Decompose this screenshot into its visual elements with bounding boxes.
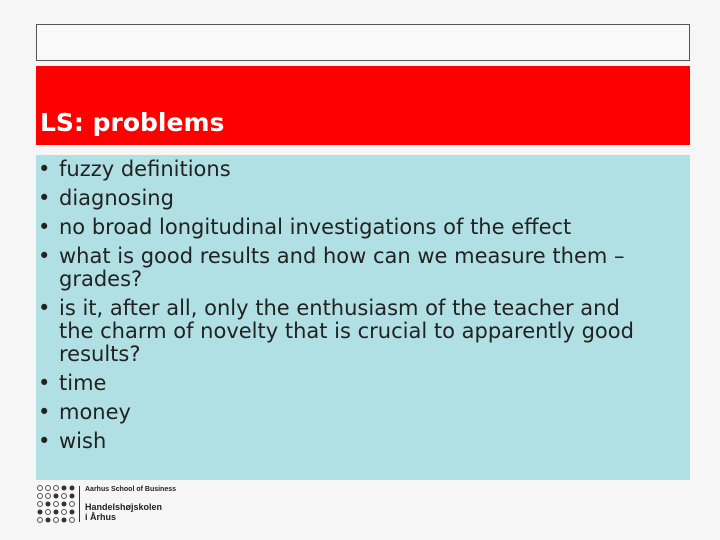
header-empty-box xyxy=(36,24,690,61)
bullet-item: • money xyxy=(36,401,690,424)
logo-danish-line1: Handelshøjskolen xyxy=(85,502,163,512)
title-bar xyxy=(36,66,690,145)
content-panel xyxy=(36,155,690,480)
logo-danish-line2: i Århus xyxy=(85,512,117,522)
bullet-item: • no broad longitudinal investigations of the effect xyxy=(36,216,690,239)
logo-school-name: Aarhus School of Business xyxy=(85,486,177,493)
logo-danish-name xyxy=(85,502,162,522)
bullet-list xyxy=(36,155,690,453)
bullet-item: • time xyxy=(36,372,690,395)
logo-dots-icon xyxy=(36,484,78,524)
bullet-item: • wish xyxy=(36,430,690,453)
bullet-item: • is it, after all, only the enthusiasm of the teacher and the charm of novelty that is crucial to apparently good results? xyxy=(36,297,690,366)
bullet-item: • what is good results and how can we measure them – grades? xyxy=(36,245,690,291)
logo-divider xyxy=(79,486,80,522)
bullet-item: • fuzzy definitions xyxy=(36,158,690,181)
slide-title: LS: problems xyxy=(40,108,225,137)
school-logo xyxy=(36,484,256,526)
bullet-item: • diagnosing xyxy=(36,187,690,210)
